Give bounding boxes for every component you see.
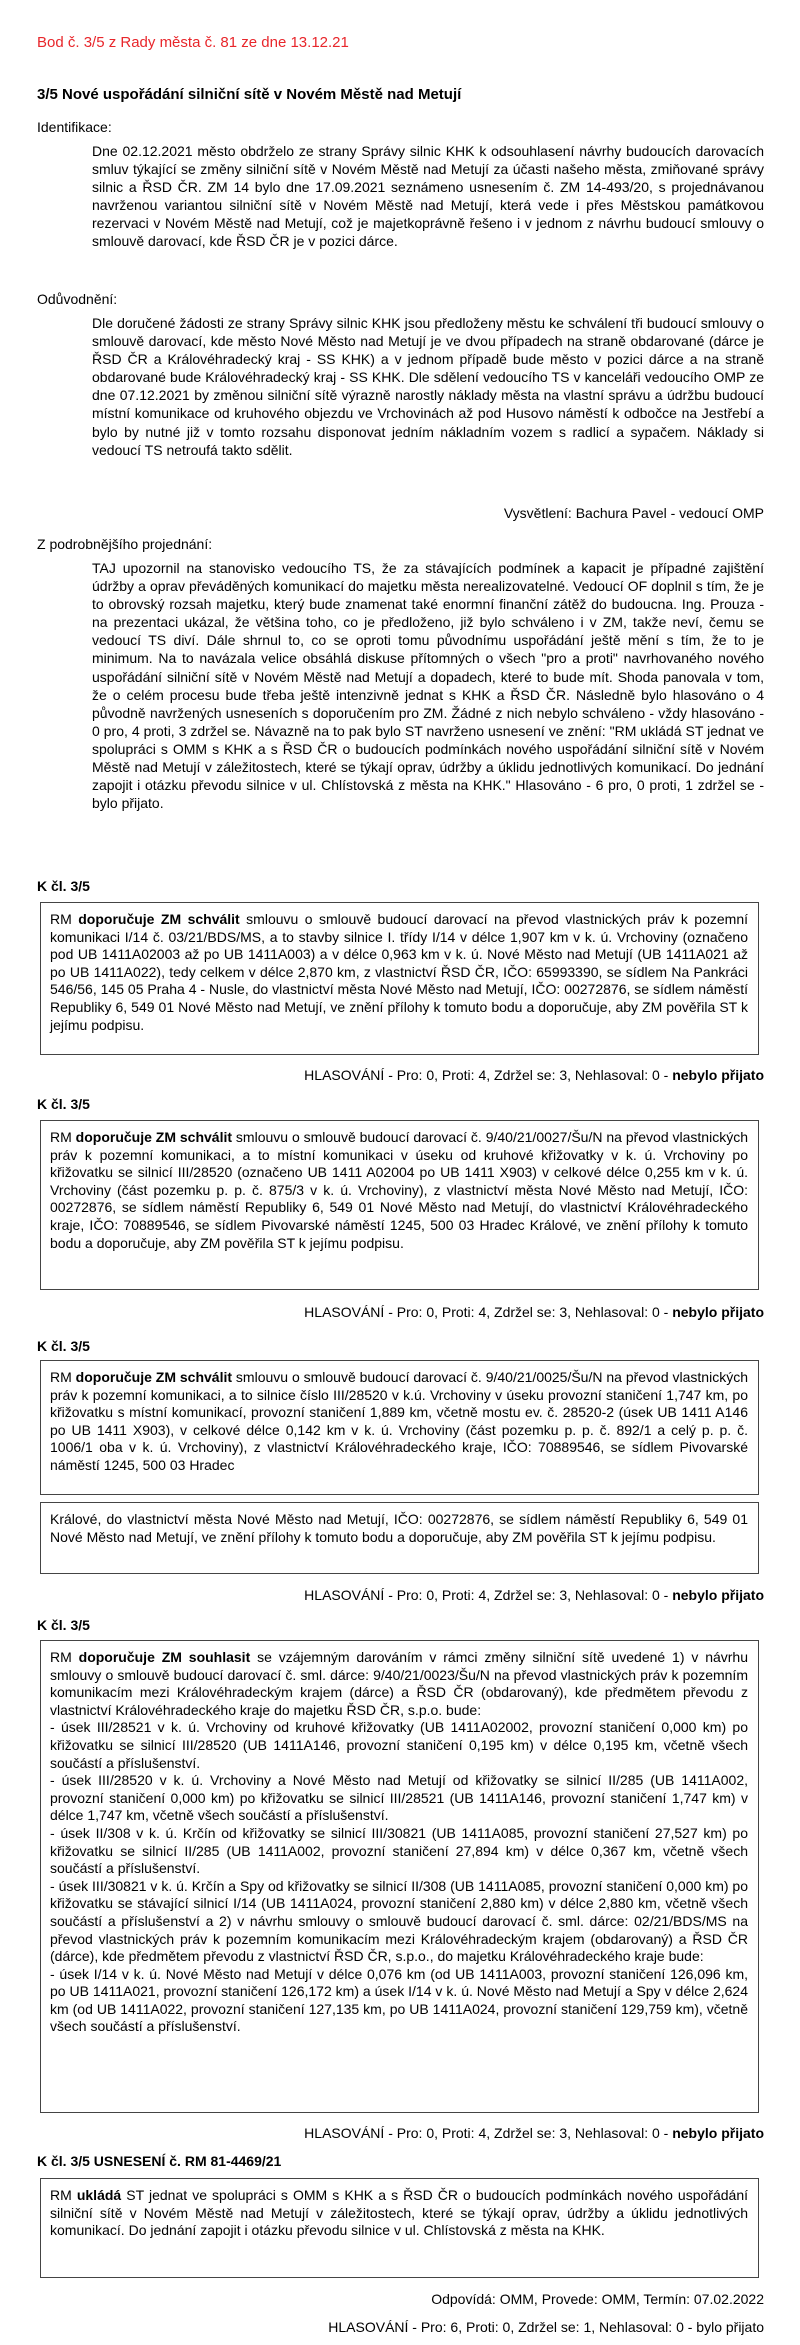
vote-text: HLASOVÁNÍ - Pro: 0, Proti: 4, Zdržel se: 3, Nehlasoval: 0 - [304, 2125, 673, 2141]
vote-result-line [304, 1066, 764, 1084]
vote-outcome: nebylo přijato [672, 2125, 764, 2141]
resolution-text: smlouvu o smlouvě budoucí darovací č. 9/40/21/0027/Šu/N na převod vlastnických práv k pozemní komunikaci, a to místní komunikaci v úseku od kruhové křižovatky v k. ú. Vrchoviny po křižovatku se silnicí III/28520 (označeno UB 1411 A02004 po UB 1411 X903) v celkové délce 0,255 km v k. ú. Vrchoviny (část pozemku p. p. č. 875/3 v k. ú. Vrchoviny), z vlastnictví města Nové Město nad Metují, IČO: 00272876, se sídlem náměstí Republiky 6, 549 01 Nové Město nad Metují, do vlastnictví Královéhradeckého kraje, IČO: 70889546, se sídlem Pivovarské náměstí 1245, 500 03 Hradec Králové, ve znění přílohy k tomuto bodu a doporučuje, aby ZM pověřila ST k jejímu podpisu. [50, 1129, 748, 1251]
resolution-text: se vzájemným darováním v rámci změny silniční sítě uvedené 1) v návrhu smlouvy o smlouvě budoucí darovací č. sml. dárce: 9/40/21/0023/Šu/N na převod vlastnických práv k pozemním komunikacím mezi Královéhradeckým krajem (dárce) a ŘSD ČR (obdarovaný), kde předmětem převodu z vlastnictví Královéhradeckého kraje do majetku ŘSD ČR, s.p.o. bude: - úsek III/28521 v k. ú. Vrchoviny od kruhové křižovatky (UB 1411A02002, provozní staničení 0,000 km) po křižovatku se silnicí III/28520 (UB 1411A146, provozní staničení 0,195 km) v délce 0,195 km, včetně všech součástí a příslušenství. - úsek III/28520 v k. ú. Vrchoviny a Nové Město nad Metují od křižovatky se silnicí II/285 (UB 1411A002, provozní staničení 0,000 km) po křižovatku se silnicí III/28521 (UB 1411A146, provozní staničení 1,747 km) v délce 1,747 km, včetně všech součástí a příslušenství. - úsek II/308 v k. ú. Krčín od křižovatky se silnicí III/30821 (UB 1411A085, provozní staničení 27,527 km) po křižovatku se silnicí II/285 (UB 1411A002, provozní staničení 27,894 km) v délce 0,367 km, včetně všech součástí a příslušenství. - úsek III/30821 v k. ú. Krčín a Spy od křižovatky se silnicí II/308 (UB 1411A085, provozní staničení 0,000 km) po křižovatku se stávající silnicí I/14 (UB 1411A024, provozní staničení 2,880 km) v délce 2,880 km, včetně všech součástí a příslušenství a 2) v návrhu smlouvy o smlouvě budoucí darovací č. sml. dárce: 02/21/BDS/MS na převod vlastnických práv k pozemním komunikacím mezi Královéhradeckým krajem (obdarovaný) a ŘSD ČR (dárce), kde předmětem převodu z vlastnictví ŘSD ČR, s.p.o., do majetku Královéhradeckého kraje bude: - úsek I/14 v k. ú. Nové Město nad Metují v délce 0,076 km (od UB 1411A003, provozní staničení 126,096 km, po UB 1411A021, provozní staničení 126,172 km) a úsek I/14 v k. ú. Nové Město nad Metují a Spy v délce 2,624 km (od UB 1411A022, provozní staničení 127,135 km, po UB 1411A024, provozní staničení 129,759 km), včetně všech součástí a příslušenství. [50, 1649, 749, 2035]
resolution-lead: RM [50, 911, 79, 927]
resolution-text: ST jednat ve spolupráci s OMM s KHK a s ŘSD ČR o budoucích podmínkách nového uspořádání silniční sítě v Novém Městě nad Metují v záležitostech, které se týkají oprav, údržby a úklidu jednotlivých komunikací. Do jednání zapojit i otázku převodu silnice v ul. Chlístovská z města na KHK. [50, 2187, 748, 2239]
vote-text: HLASOVÁNÍ - Pro: 0, Proti: 4, Zdržel se: 3, Nehlasoval: 0 - [304, 1304, 673, 1320]
vote-outcome: bylo přijato [696, 2319, 764, 2335]
justification-label: Odůvodnění: [37, 291, 118, 307]
resolution-lead-bold: doporučuje ZM schválit [75, 1129, 233, 1145]
vote-text: HLASOVÁNÍ - Pro: 6, Proti: 0, Zdržel se: 1, Nehlasoval: 0 - [328, 2319, 697, 2335]
vote-outcome: nebylo přijato [672, 1587, 764, 1603]
resolution-lead-bold: doporučuje ZM souhlasit [78, 1649, 251, 1665]
resolution-box-continuation: Králové, do vlastnictví města Nové Město nad Metují, IČO: 00272876, se sídlem náměstí Republiky 6, 549 01 Nové Město nad Metují, ve znění přílohy k tomuto bodu a doporučuje, aby ZM pověřila ST k jejímu podpisu. [40, 1502, 759, 1574]
resolution-box [40, 1120, 759, 1290]
resolution-lead-bold: doporučuje ZM schválit [75, 1369, 233, 1385]
resolution-lead: RM [50, 1649, 79, 1665]
explanation-signature: Vysvětlení: Bachura Pavel - vedoucí OMP [503, 505, 764, 521]
resolution-heading: K čl. 3/5 [37, 1096, 90, 1112]
resolution-lead: RM [50, 2187, 77, 2203]
vote-outcome: nebylo přijato [672, 1304, 764, 1320]
resolution-lead: RM [50, 1129, 76, 1145]
vote-outcome: nebylo přijato [672, 1067, 764, 1083]
resolution-heading: K čl. 3/5 [37, 878, 90, 894]
vote-result-line [328, 2318, 764, 2336]
resolution-text: smlouvu o smlouvě budoucí darovací č. 9/40/21/0025/Šu/N na převod vlastnických práv k pozemní komunikaci, a to silnice číslo III/28520 v k.ú. Vrchoviny v úseku provozní staničení 1,747 km, po křižovatku s místní komunikací, provozní staničení 1,889 km, včetně mostu ev. č. 28520-2 (úsek UB 1411 A146 po UB 1411 X903), v celkové délce 0,142 km v k. ú. Vrchoviny (část pozemku p. p. č. 892/1 a celý p. p. č. 1006/1 oba v k. ú. Vrchoviny), z vlastnictví Královéhradeckého kraje, IČO: 70889546, se sídlem Pivovarské náměstí 1245, 500 03 Hradec [50, 1369, 748, 1473]
resolution-box [40, 1360, 759, 1495]
responsible-line: Odpovídá: OMM, Provede: OMM, Termín: 07.02.2022 [431, 2291, 764, 2307]
resolution-lead-bold: doporučuje ZM schválit [78, 911, 240, 927]
resolution-heading: K čl. 3/5 [37, 1338, 90, 1354]
resolution-box [40, 1640, 759, 2113]
resolution-heading: K čl. 3/5 [37, 1617, 90, 1633]
vote-result-line [304, 2124, 764, 2142]
identification-label: Identifikace: [37, 119, 112, 135]
resolution-box [40, 2178, 759, 2278]
vote-text: HLASOVÁNÍ - Pro: 0, Proti: 4, Zdržel se: 3, Nehlasoval: 0 - [304, 1067, 673, 1083]
page-title: 3/5 Nové uspořádání silniční sítě v Novém Městě nad Metují [37, 86, 462, 103]
vote-result-line [304, 1303, 764, 1321]
discussion-text: TAJ upozornil na stanovisko vedoucího TS, že za stávajících podmínek a kapacit je případné zajištění údržby a oprav převáděných komunikací do majetku města nerealizovatelné. Vedoucí OF doplnil s tím, že je to obrovský rozsah majetku, který bude znamenat také enormní finanční zátěž do budoucna. Ing. Prouza - na prezentaci ukázal, že většina toho, co je předloženo, již bylo schváleno i v ZM, takže neví, čemu se vedoucí TS diví. Dále shrnul to, co se oproti tomu původnímu uspořádání ještě mění s tím, že to je minimum. Na to navázala velice obsáhlá diskuse přítomných o všech "pro a proti" navrhovaného nového uspořádání silniční sítě v Novém Městě nad Metují a dopadech, které to bude mít. Shoda panovala v tom, že o celém procesu bude třeba ještě intenzivně jednat s KHK a ŘSD ČR. Následně bylo hlasováno o 4 původně navržených usneseních s doporučením pro ZM. Žádné z nich nebylo schváleno - vždy hlasováno - 0 pro, 4 proti, 3 zdržel se. Návazně na to pak bylo ST navrženo usnesení ve znění: "RM ukládá ST jednat ve spolupráci s OMM s KHK a s ŘSD ČR o budoucích podmínkách nového uspořádání silniční sítě v Novém Městě nad Metují v záležitostech, které se týkají oprav, údržby a úklidu jednotlivých komunikací. Do jednání zapojit i otázku převodu silnice v ul. Chlístovská z města na KHK." Hlasováno - 6 pro, 0 proti, 1 zdržel se - bylo přijato. [92, 560, 764, 812]
vote-text: HLASOVÁNÍ - Pro: 0, Proti: 4, Zdržel se: 3, Nehlasoval: 0 - [304, 1587, 673, 1603]
resolution-heading: K čl. 3/5 USNESENÍ č. RM 81-4469/21 [37, 2153, 282, 2169]
identification-text: Dne 02.12.2021 město obdrželo ze strany Správy silnic KHK k odsouhlasení návrhy budoucích darovacích smluv týkající se změny silniční sítě v Novém Městě nad Metují za účasti našeho města, zmiňované správy silnic a ŘSD ČR. ZM 14 bylo dne 17.09.2021 seznámeno usnesením č. ZM 14-493/20, s projednávanou navrženou variantou silniční sítě v Novém Městě nad Metují, která vede i přes Městskou památkovou rezervaci v Novém Městě nad Metují, což je majetkoprávně řešeno i v jednom z návrhu budoucí smlouvy o smlouvě darovací, kde ŘSD ČR je v pozici dárce. [92, 143, 764, 250]
justification-text: Dle doručené žádosti ze strany Správy silnic KHK jsou předloženy městu ke schválení tři budoucí smlouvy o smlouvě darovací, kde město Nové Město nad Metují je ve dvou případech na straně obdarované (dárce je ŘSD ČR a Královéhradecký kraj - SS KHK) a v jednom případě bude město v pozici dárce a na straně obdarované bude Královéhradecký kraj - SS KHK. Dle sdělení vedoucího TS v kanceláři vedoucího OMP ze dne 07.12.2021 by změnou silniční sítě výrazně narostly náklady města na vlastní správu a údržbu budoucí místní komunikace od kruhového objezdu ve Vrchovinách až pod Husovo náměstí k odbočce na Jestřebí a bylo by nutné již v tomto rozsahu disponovat jedním nákladním vozem s radlicí a sypačem. Náklady si vedoucí TS netroufá takto sdělit. [92, 315, 764, 458]
vote-result-line [304, 1586, 764, 1604]
agenda-reference: Bod č. 3/5 z Rady města č. 81 ze dne 13.12.21 [37, 34, 349, 51]
resolution-text: smlouvu o smlouvě budoucí darovací na převod vlastnických práv k pozemní komunikaci I/14 č. 03/21/BDS/MS, a to stavby silnice I. třídy I/14 v délce 1,907 km v k. ú. Vrchoviny (označeno pod UB 1411A02003 až po UB 1411A003) a v délce 0,963 km v k. ú. Nové Město nad Metují (UB 1411A021 až po UB 1411A022), tedy celkem v délce 2,870 km, z vlastnictví ŘSD ČR, IČO: 65993390, se sídlem Na Pankráci 546/56, 145 05 Praha 4 - Nusle, do vlastnictví města Nové Město nad Metují, IČO: 00272876, se sídlem náměstí Republiky 6, 549 01 Nové Město nad Metují, ve znění přílohy k tomuto bodu a doporučuje, aby ZM pověřila ST k jejímu podpisu. [50, 911, 748, 1033]
resolution-lead-bold: ukládá [76, 2187, 122, 2203]
discussion-label: Z podrobnějšího projednání: [37, 536, 213, 552]
resolution-box [40, 902, 759, 1055]
resolution-lead: RM [50, 1369, 76, 1385]
